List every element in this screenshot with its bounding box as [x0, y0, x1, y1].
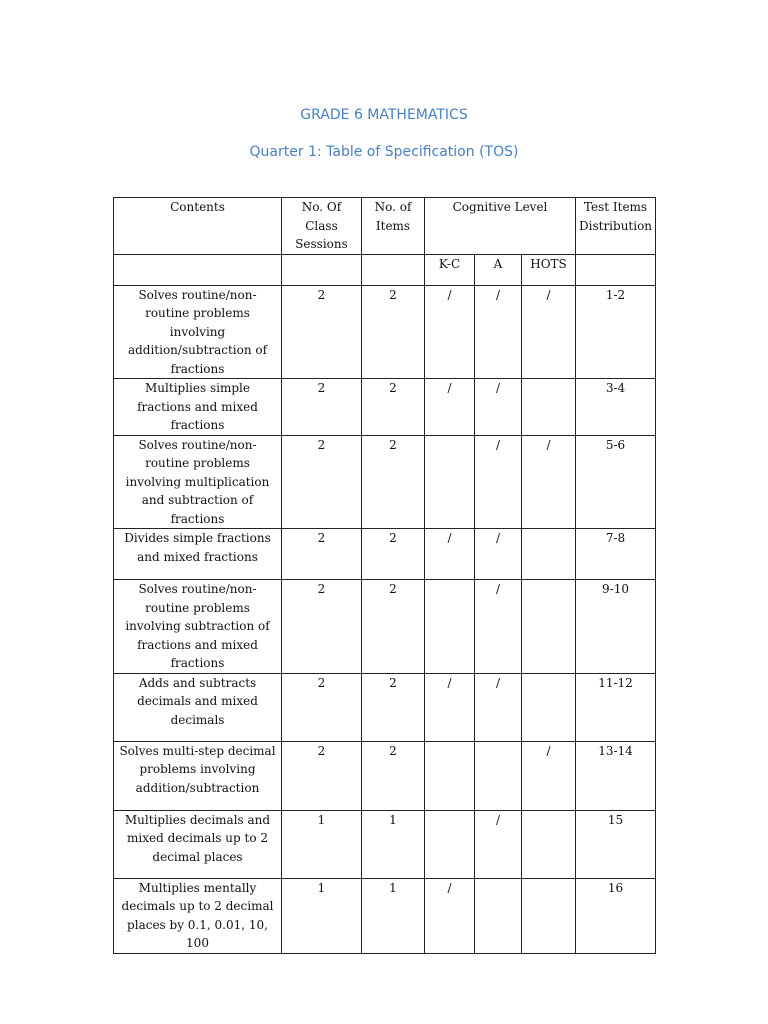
header-test-items-distribution: Test Items Distribution	[576, 198, 656, 255]
table-row	[114, 529, 656, 580]
a-cell: /	[475, 810, 522, 878]
a-cell	[475, 878, 522, 953]
content-cell: Multiplies decimals and mixed decimals up to 2 decimal places	[114, 810, 282, 878]
content-cell: Solves routine/non-routine problems involving multiplication and subtraction of fractions	[114, 435, 282, 529]
kc-cell	[425, 810, 475, 878]
content-cell: Multiplies simple fractions and mixed fractions	[114, 379, 282, 436]
no-of-items-cell: 1	[362, 878, 425, 953]
no-of-items-cell: 2	[362, 741, 425, 810]
table-row	[114, 285, 656, 379]
content-cell: Solves routine/non-routine problems involving subtraction of fractions and mixed fractions	[114, 580, 282, 674]
header-cognitive-level: Cognitive Level	[425, 198, 576, 255]
table-row	[114, 435, 656, 529]
class-sessions-cell: 2	[282, 379, 362, 436]
no-of-items-cell: 2	[362, 529, 425, 580]
a-cell: /	[475, 285, 522, 379]
distribution-cell: 1-2	[576, 285, 656, 379]
a-cell: /	[475, 379, 522, 436]
hots-cell	[522, 529, 576, 580]
a-cell	[475, 741, 522, 810]
a-cell: /	[475, 529, 522, 580]
class-sessions-cell: 2	[282, 529, 362, 580]
no-of-items-cell: 1	[362, 810, 425, 878]
kc-cell: /	[425, 285, 475, 379]
class-sessions-cell: 1	[282, 810, 362, 878]
subheader-empty-cell	[362, 254, 425, 285]
content-cell: Multiplies mentally decimals up to 2 decimal places by 0.1, 0.01, 10, 100	[114, 878, 282, 953]
a-cell: /	[475, 580, 522, 674]
kc-cell: /	[425, 529, 475, 580]
hots-cell	[522, 673, 576, 741]
subheader-a: A	[475, 254, 522, 285]
content-cell: Divides simple fractions and mixed fractions	[114, 529, 282, 580]
content-cell: Solves multi-step decimal problems involving addition/subtraction	[114, 741, 282, 810]
kc-cell	[425, 435, 475, 529]
no-of-items-cell: 2	[362, 673, 425, 741]
distribution-cell: 16	[576, 878, 656, 953]
hots-cell: /	[522, 435, 576, 529]
table-row	[114, 580, 656, 674]
subheader-hots: HOTS	[522, 254, 576, 285]
hots-cell	[522, 580, 576, 674]
kc-cell	[425, 580, 475, 674]
no-of-items-cell: 2	[362, 379, 425, 436]
hots-cell: /	[522, 285, 576, 379]
class-sessions-cell: 2	[282, 435, 362, 529]
distribution-cell: 7-8	[576, 529, 656, 580]
table-body	[114, 285, 656, 953]
class-sessions-cell: 2	[282, 580, 362, 674]
kc-cell: /	[425, 673, 475, 741]
document-title: GRADE 6 MATHEMATICS	[300, 107, 468, 123]
class-sessions-cell: 2	[282, 285, 362, 379]
hots-cell: /	[522, 741, 576, 810]
distribution-cell: 11-12	[576, 673, 656, 741]
class-sessions-cell: 1	[282, 878, 362, 953]
distribution-cell: 9-10	[576, 580, 656, 674]
header-no-of-items: No. of Items	[362, 198, 425, 255]
subheader-row	[114, 254, 656, 285]
table-row	[114, 741, 656, 810]
kc-cell: /	[425, 379, 475, 436]
distribution-cell: 15	[576, 810, 656, 878]
no-of-items-cell: 2	[362, 285, 425, 379]
header-class-sessions: No. Of Class Sessions	[282, 198, 362, 255]
subheader-empty-cell	[282, 254, 362, 285]
a-cell: /	[475, 673, 522, 741]
a-cell: /	[475, 435, 522, 529]
subheader-empty-cell	[576, 254, 656, 285]
class-sessions-cell: 2	[282, 673, 362, 741]
subheader-kc: K-C	[425, 254, 475, 285]
header-row	[114, 198, 656, 255]
kc-cell	[425, 741, 475, 810]
table-row	[114, 379, 656, 436]
header-contents: Contents	[114, 198, 282, 255]
table-row	[114, 810, 656, 878]
table-row	[114, 673, 656, 741]
distribution-cell: 5-6	[576, 435, 656, 529]
class-sessions-cell: 2	[282, 741, 362, 810]
content-cell: Solves routine/non-routine problems involving addition/subtraction of fractions	[114, 285, 282, 379]
distribution-cell: 3-4	[576, 379, 656, 436]
hots-cell	[522, 379, 576, 436]
hots-cell	[522, 878, 576, 953]
distribution-cell: 13-14	[576, 741, 656, 810]
subheader-empty-cell	[114, 254, 282, 285]
content-cell: Adds and subtracts decimals and mixed decimals	[114, 673, 282, 741]
document-subtitle: Quarter 1: Table of Specification (TOS)	[249, 144, 519, 160]
table-row	[114, 878, 656, 953]
no-of-items-cell: 2	[362, 435, 425, 529]
no-of-items-cell: 2	[362, 580, 425, 674]
tos-table	[113, 197, 656, 954]
hots-cell	[522, 810, 576, 878]
kc-cell: /	[425, 878, 475, 953]
